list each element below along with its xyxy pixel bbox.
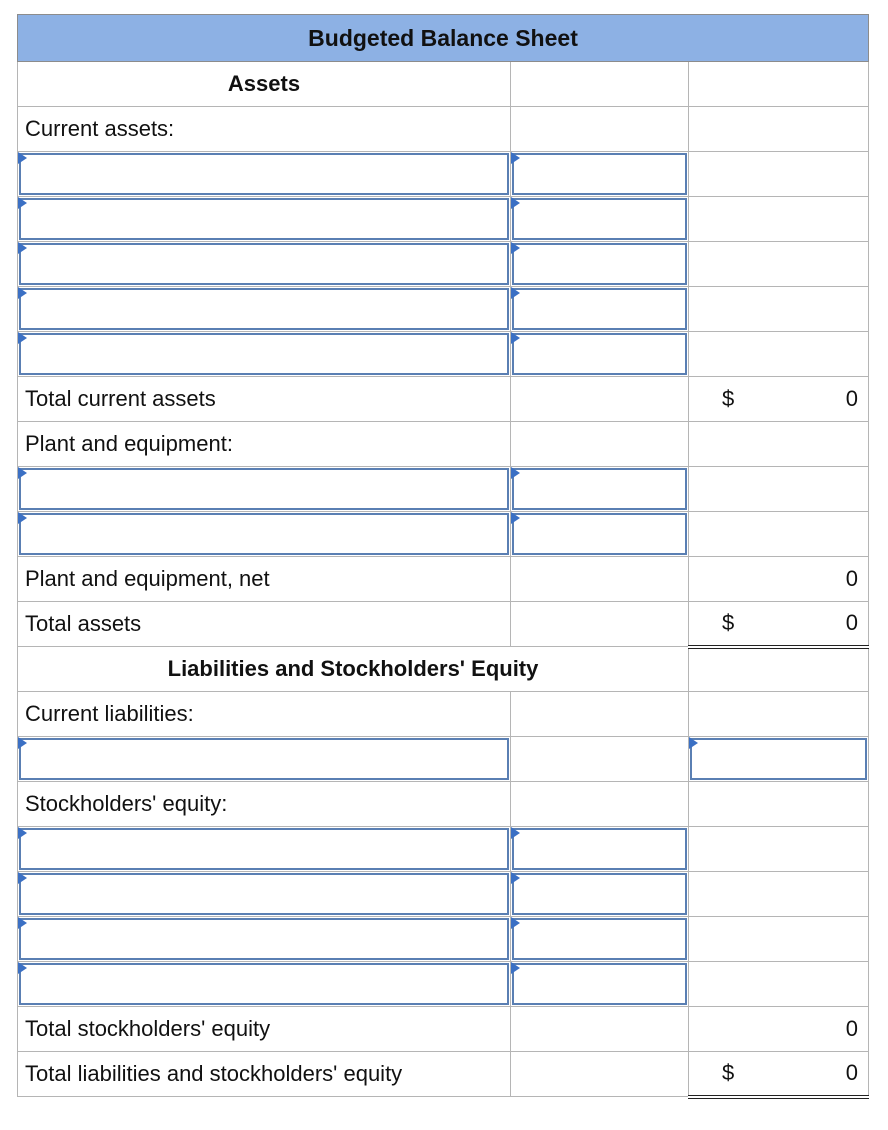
plant-amount-input[interactable] bbox=[512, 468, 687, 510]
equity-input-row bbox=[18, 872, 869, 917]
total-liabilities-equity-value-cell bbox=[689, 1052, 869, 1097]
liability-name-cell[interactable] bbox=[18, 737, 511, 782]
total-equity-label: Total stockholders' equity bbox=[18, 1007, 511, 1052]
current-asset-input-row bbox=[18, 242, 869, 287]
dropdown-marker-icon[interactable] bbox=[18, 512, 27, 524]
current-asset-name-cell[interactable] bbox=[18, 242, 511, 287]
dropdown-marker-icon[interactable] bbox=[511, 467, 520, 479]
total-equity-value: 0 bbox=[689, 1007, 869, 1052]
equity-amount-input[interactable] bbox=[512, 918, 687, 960]
dropdown-marker-icon[interactable] bbox=[511, 512, 520, 524]
dropdown-marker-icon[interactable] bbox=[511, 962, 520, 974]
current-assets-row bbox=[18, 107, 869, 152]
equity-input-row bbox=[18, 962, 869, 1007]
assets-header-row bbox=[18, 62, 869, 107]
stockholders-equity-row bbox=[18, 782, 869, 827]
current-asset-name-input[interactable] bbox=[19, 198, 509, 240]
total-current-assets-label: Total current assets bbox=[18, 377, 511, 422]
plant-name-cell[interactable] bbox=[18, 512, 511, 557]
current-asset-name-input[interactable] bbox=[19, 243, 509, 285]
current-asset-name-input[interactable] bbox=[19, 333, 509, 375]
liability-amount-cell[interactable] bbox=[689, 737, 869, 782]
liabilities-header-row bbox=[18, 647, 869, 692]
current-asset-amount-input[interactable] bbox=[512, 288, 687, 330]
total-liabilities-equity-label: Total liabilities and stockholders' equity bbox=[18, 1052, 511, 1097]
plant-amount-cell[interactable] bbox=[511, 467, 689, 512]
current-asset-name-input[interactable] bbox=[19, 288, 509, 330]
total-current-assets-value: 0 bbox=[845, 386, 859, 411]
liabilities-equity-header: Liabilities and Stockholders' Equity bbox=[18, 647, 689, 692]
dropdown-marker-icon[interactable] bbox=[18, 152, 27, 164]
plant-name-input[interactable] bbox=[19, 468, 509, 510]
dropdown-marker-icon[interactable] bbox=[511, 332, 520, 344]
dropdown-marker-icon[interactable] bbox=[18, 827, 27, 839]
current-asset-amount-cell[interactable] bbox=[511, 332, 689, 377]
plant-name-cell[interactable] bbox=[18, 467, 511, 512]
current-asset-name-cell[interactable] bbox=[18, 197, 511, 242]
current-asset-amount-input[interactable] bbox=[512, 243, 687, 285]
total-assets-value-cell bbox=[689, 602, 869, 647]
dropdown-marker-icon[interactable] bbox=[18, 332, 27, 344]
total-liabilities-equity-row bbox=[18, 1052, 869, 1097]
equity-amount-cell[interactable] bbox=[511, 917, 689, 962]
plant-equipment-row bbox=[18, 422, 869, 467]
current-asset-input-row bbox=[18, 152, 869, 197]
dropdown-marker-icon[interactable] bbox=[511, 152, 520, 164]
dropdown-marker-icon[interactable] bbox=[18, 197, 27, 209]
dropdown-marker-icon[interactable] bbox=[18, 737, 27, 749]
equity-amount-input[interactable] bbox=[512, 963, 687, 1005]
equity-name-cell[interactable] bbox=[18, 962, 511, 1007]
assets-header: Assets bbox=[18, 62, 511, 107]
total-assets-row bbox=[18, 602, 869, 647]
liability-amount-input[interactable] bbox=[690, 738, 867, 780]
equity-amount-input[interactable] bbox=[512, 828, 687, 870]
plant-amount-input[interactable] bbox=[512, 513, 687, 555]
current-asset-name-cell[interactable] bbox=[18, 332, 511, 377]
total-current-assets-value-cell bbox=[689, 377, 869, 422]
plant-equipment-label: Plant and equipment: bbox=[18, 422, 511, 467]
dropdown-marker-icon[interactable] bbox=[18, 872, 27, 884]
dropdown-marker-icon[interactable] bbox=[511, 872, 520, 884]
current-asset-amount-cell[interactable] bbox=[511, 152, 689, 197]
dropdown-marker-icon[interactable] bbox=[689, 737, 698, 749]
equity-input-row bbox=[18, 827, 869, 872]
total-assets-label: Total assets bbox=[18, 602, 511, 647]
sheet-title: Budgeted Balance Sheet bbox=[18, 15, 869, 62]
equity-name-cell[interactable] bbox=[18, 917, 511, 962]
balance-sheet-table bbox=[17, 14, 869, 1099]
equity-input-row bbox=[18, 917, 869, 962]
current-asset-input-row bbox=[18, 287, 869, 332]
current-asset-name-input[interactable] bbox=[19, 153, 509, 195]
equity-amount-cell[interactable] bbox=[511, 872, 689, 917]
current-asset-amount-cell[interactable] bbox=[511, 287, 689, 332]
plant-net-value: 0 bbox=[689, 557, 869, 602]
total-liabilities-equity-value: 0 bbox=[845, 1060, 859, 1086]
plant-input-row bbox=[18, 512, 869, 557]
total-assets-value: 0 bbox=[845, 610, 859, 636]
plant-amount-cell[interactable] bbox=[511, 512, 689, 557]
current-assets-label: Current assets: bbox=[18, 107, 511, 152]
total-equity-row bbox=[18, 1007, 869, 1052]
title-row bbox=[18, 15, 869, 62]
dropdown-marker-icon[interactable] bbox=[18, 917, 27, 929]
current-asset-amount-input[interactable] bbox=[512, 333, 687, 375]
equity-name-input[interactable] bbox=[19, 963, 509, 1005]
plant-name-input[interactable] bbox=[19, 513, 509, 555]
dropdown-marker-icon[interactable] bbox=[511, 827, 520, 839]
current-asset-input-row bbox=[18, 332, 869, 377]
dropdown-marker-icon[interactable] bbox=[511, 917, 520, 929]
dropdown-marker-icon[interactable] bbox=[511, 287, 520, 299]
plant-input-row bbox=[18, 467, 869, 512]
equity-name-input[interactable] bbox=[19, 873, 509, 915]
current-asset-amount-cell[interactable] bbox=[511, 197, 689, 242]
current-liabilities-row bbox=[18, 692, 869, 737]
equity-name-cell[interactable] bbox=[18, 872, 511, 917]
plant-net-row bbox=[18, 557, 869, 602]
current-asset-name-cell[interactable] bbox=[18, 287, 511, 332]
liability-name-input[interactable] bbox=[19, 738, 509, 780]
dropdown-marker-icon[interactable] bbox=[18, 242, 27, 254]
liability-input-row bbox=[18, 737, 869, 782]
dropdown-marker-icon[interactable] bbox=[511, 197, 520, 209]
equity-name-input[interactable] bbox=[19, 828, 509, 870]
current-liabilities-label: Current liabilities: bbox=[18, 692, 511, 737]
stockholders-equity-label: Stockholders' equity: bbox=[18, 782, 511, 827]
equity-amount-input[interactable] bbox=[512, 873, 687, 915]
plant-net-label: Plant and equipment, net bbox=[18, 557, 511, 602]
currency-symbol: $ bbox=[722, 610, 735, 636]
current-asset-amount-cell[interactable] bbox=[511, 242, 689, 287]
dropdown-marker-icon[interactable] bbox=[18, 287, 27, 299]
equity-amount-cell[interactable] bbox=[511, 827, 689, 872]
current-asset-name-cell[interactable] bbox=[18, 152, 511, 197]
currency-symbol: $ bbox=[722, 1060, 735, 1086]
current-asset-amount-input[interactable] bbox=[512, 198, 687, 240]
dropdown-marker-icon[interactable] bbox=[18, 962, 27, 974]
current-asset-input-row bbox=[18, 197, 869, 242]
currency-symbol: $ bbox=[722, 386, 735, 411]
equity-name-input[interactable] bbox=[19, 918, 509, 960]
equity-name-cell[interactable] bbox=[18, 827, 511, 872]
dropdown-marker-icon[interactable] bbox=[511, 242, 520, 254]
current-asset-amount-input[interactable] bbox=[512, 153, 687, 195]
dropdown-marker-icon[interactable] bbox=[18, 467, 27, 479]
total-current-assets-row bbox=[18, 377, 869, 422]
equity-amount-cell[interactable] bbox=[511, 962, 689, 1007]
